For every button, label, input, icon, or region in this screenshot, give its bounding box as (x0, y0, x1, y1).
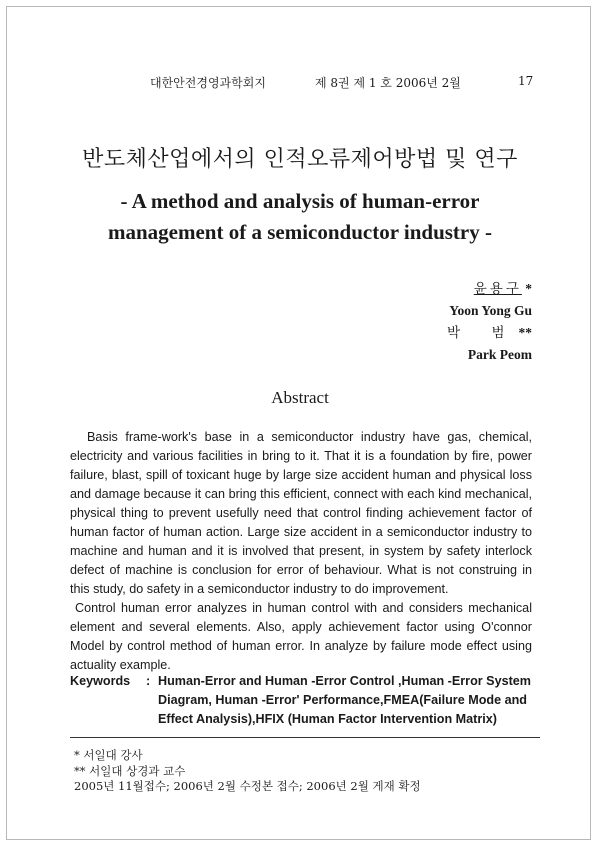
footnote-divider (70, 737, 540, 738)
english-title (40, 186, 560, 248)
footnote-1: * 서일대 강사 (74, 748, 143, 762)
page-number: 17 (518, 74, 534, 88)
abstract-body (70, 428, 532, 675)
author-1-korean (447, 278, 532, 300)
author-2-korean-name: 박 범 (447, 325, 519, 340)
english-title-line-1: - A method and analysis of human-error (120, 189, 480, 213)
author-block (447, 278, 532, 366)
keywords-label: Keywords (70, 674, 131, 688)
author-1-english: Yoon Yong Gu (449, 303, 532, 318)
english-title-line-2: management of a semiconductor industry - (107, 220, 492, 244)
author-2-mark: ** (518, 325, 532, 340)
footnotes (74, 748, 544, 795)
journal-name: 대한안전경영과학회지 (150, 76, 266, 90)
abstract-heading: Abstract (271, 388, 329, 407)
keywords-text: Human-Error and Human -Error Control ,Human -Error System Diagram, Human -Error' Performance,FMEA(Failure Mode and Effect Analysis),HFIX (Human Factor Intervention Matrix) (158, 674, 531, 726)
author-1-mark: * (525, 281, 532, 296)
korean-title: 반도체산업에서의 인적오류제어방법 및 연구 (82, 147, 518, 172)
author-2-korean (447, 322, 532, 344)
running-header (105, 74, 545, 94)
footnote-2: ** 서일대 상경과 교수 (74, 763, 186, 778)
author-2-english: Park Peom (467, 347, 532, 362)
author-1-korean-name: 윤용구 (473, 281, 522, 296)
keywords-separator: : (146, 674, 151, 688)
issue-info: 제 8권 제 1 호 2006년 2월 (315, 76, 461, 90)
footnote-3: 2005년 11월접수; 2006년 2월 수정본 접수; 2006년 2월 게재 확정 (74, 779, 421, 793)
abstract-paragraph-1: Basis frame-work's base in a semiconductor industry have gas, chemical, electricity and various facilities in bring to it. That it is a foundation by fire, power failure, blast, spill of toxicant huge by large size accident human and physical loss and damage because it can bring this efficient, connect with each kind mechanical, physical thing to prevent usefully need that control finding achievement factor of human factor of human action. Large size accident in a semiconductor industry to machine and human and it is involved that present, in system by safety interlock defect of machine is conclusion for error of behaviour. What is not construing in this study, do safety in a semiconductor industry to do improvement. (70, 430, 532, 596)
abstract-paragraph-2: Control human error analyzes in human control with and considers mechanical element and several elements. Also, apply achievement factor using O'connor Model by control method of human error. In analyze by failure mode effect using actuality example. (70, 601, 532, 672)
